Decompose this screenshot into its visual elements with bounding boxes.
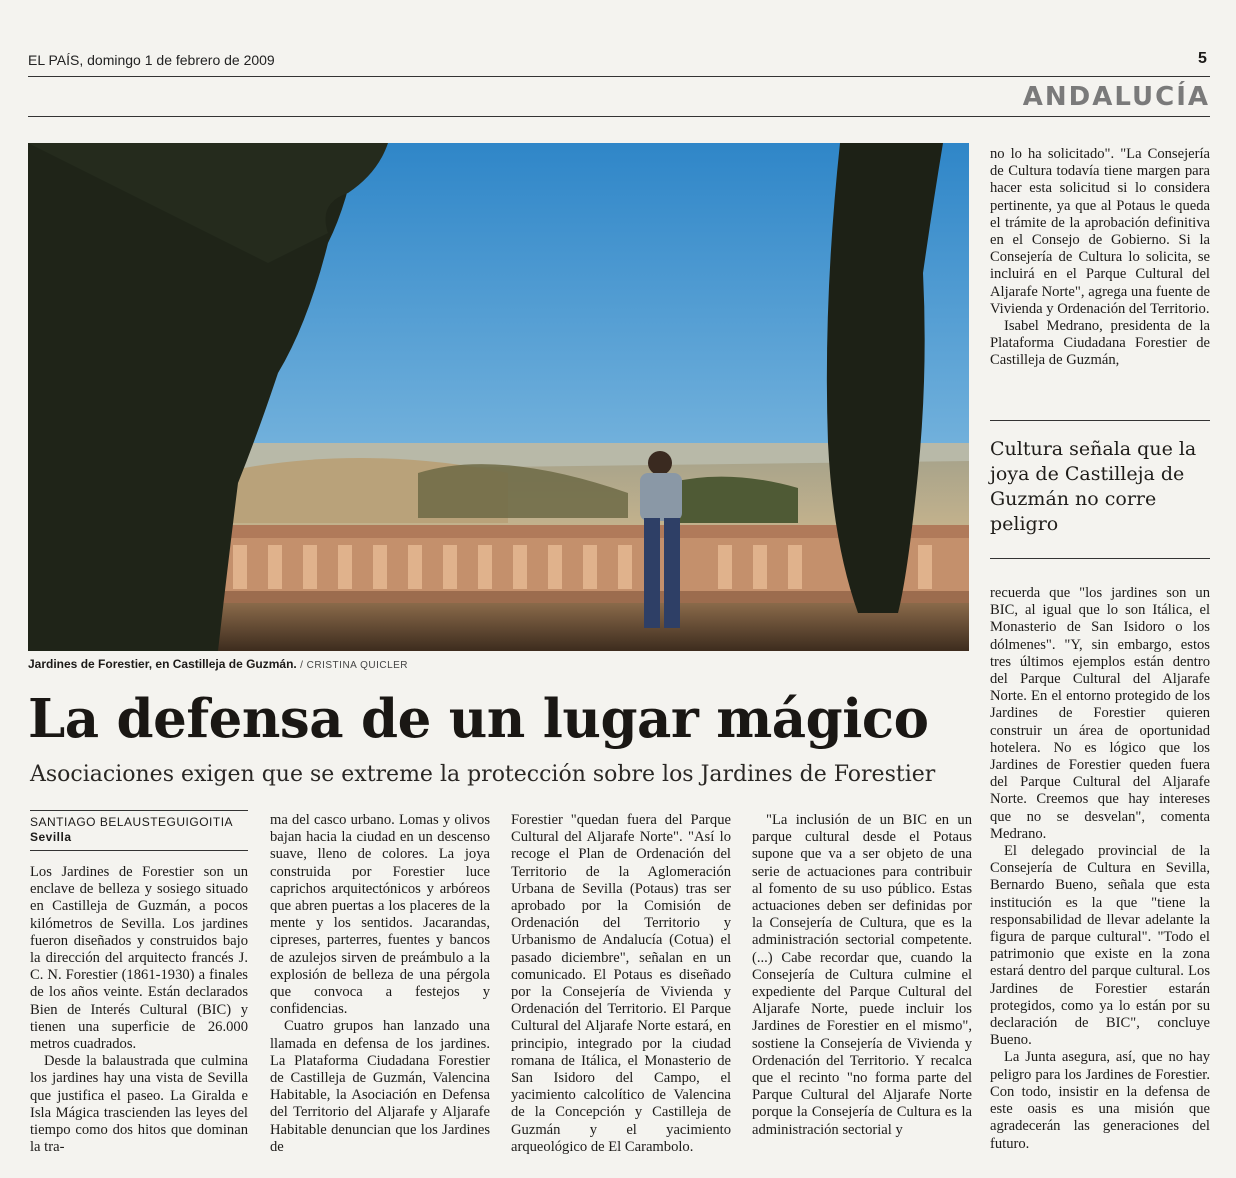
paragraph: Forestier "quedan fuera del Parque Cultural del Aljarafe Norte". "Así lo recoge el Plan de Ordenación del Territorio de la Aglomeración Urbana de Sevilla (Potaus) tras ser aprobado por la Comisión de Ordenación del Territorio y Urbanismo de Andalucía (Cotua) el pasado diciembre", señalan en un comunicado. El Potaus es diseñado por la Consejería de Vivienda y Ordenación del Territorio. El Parque Cultural del Aljarafe Norte estará, en principio, integrado por la ciudad romana de Itálica, el Monasterio de San Isidoro del Campo, el yacimiento calcolítico de Valencina de la Concepción y Castilleja de Guzmán y el yacimiento arqueológico de El Carambolo. <box>511 812 731 1155</box>
byline-rule-top <box>30 810 248 811</box>
paragraph: El delegado provincial de la Consejería de Cultura en Sevilla, Bernardo Bueno, señala que esta institución es la que "tiene la responsabilidad de llevar adelante la figura de parque cultural". "Todo el patrimonio que existe en la zona estará dentro del parque cultural. Los Jardines de Forestier estarán protegidos, como ya lo están por su declaración de BIC", concluye Bueno. <box>990 843 1210 1049</box>
section-rule <box>28 116 1210 117</box>
body-column-2 <box>270 812 490 1176</box>
page-number: 5 <box>1198 50 1207 67</box>
paragraph: Los Jardines de Forestier son un enclave de belleza y sosiego situado en Castilleja de Guzmán, a pocos kilómetros de Sevilla. Los jardines fueron diseñados y construidos bajo la dirección del arquitecto francés J. C. N. Forestier (1861-1930) a finales de los años veinte. Están declarados Bien de Interés Cultural (BIC) y tienen una superficie de 26.000 metros cuadrados. <box>30 864 248 1053</box>
pull-quote: Cultura señala que la joya de Castilleja de Guzmán no corre peligro <box>990 438 1197 535</box>
byline-rule-bottom <box>30 850 248 851</box>
body-column-1 <box>30 864 248 1176</box>
caption-text: Jardines de Forestier, en Castilleja de Guzmán. <box>28 657 297 671</box>
photo-caption <box>28 657 408 671</box>
paragraph: Cuatro grupos han lanzado una llamada en defensa de los jardines. La Plataforma Ciudadana Forestier de Castilleja de Guzmán, Valencina Habitable, la Asociación en Defensa del Territorio del Aljarafe y Aljarafe Habitable denuncian que los Jardines de <box>270 1018 490 1155</box>
article-subheadline: Asociaciones exigen que se extreme la protección sobre los Jardines de Forestier <box>30 762 936 787</box>
section-title: ANDALUCÍA <box>1022 82 1210 112</box>
pullquote-rule-top <box>990 420 1210 421</box>
paragraph: Desde la balaustrada que culmina los jardines hay una vista de Sevilla que justifica el paseo. La Giralda e Isla Mágica trascienden las leyes del tiempo como dos hitos que dominan la tra- <box>30 1053 248 1156</box>
body-column-4 <box>752 812 972 1176</box>
garden-view-illustration <box>28 143 969 651</box>
paragraph: ma del casco urbano. Lomas y olivos bajan hacia la ciudad en un descenso suave, lleno de colores. La joya construida por Forestier luce caprichos arquitectónicos y arbóreos que abren puertas a los placeres de la mente y los sentidos. Jacarandas, cipreses, parterres, fuentes y bancos de azulejos sirven de preámbulo a la explosión de belleza de una pérgola que convoca a festejos y confidencias. <box>270 812 490 1018</box>
paragraph: Isabel Medrano, presidenta de la Plataforma Ciudadana Forestier de Castilleja de Guzmán, <box>990 318 1210 369</box>
paragraph: no lo ha solicitado". "La Consejería de Cultura todavía tiene margen para hacer esta solicitud si lo considera pertinente, ya que al Potaus le queda el trámite de la aprobación definitiva en el Consejo de Gobierno. Si la Consejería de Cultura lo solicita, se incluirá en el Parque Cultural del Aljarafe Norte", agrega una fuente de Vivienda y Ordenación del Territorio. <box>990 146 1210 317</box>
dateline-location: Sevilla <box>30 830 72 844</box>
article-headline: La defensa de un lugar mágico <box>28 688 929 750</box>
photo-credit: / CRISTINA QUICLER <box>300 660 409 671</box>
article-photo <box>28 143 969 651</box>
author-name: SANTIAGO BELAUSTEGUIGOITIA <box>30 815 234 829</box>
publication-date: EL PAÍS, domingo 1 de febrero de 2009 <box>28 52 275 68</box>
byline <box>30 815 233 844</box>
paragraph: La Junta asegura, así, que no hay peligro para los Jardines de Forestier. Con todo, insistir en la defensa de este oasis es una misión que agradecerán las generaciones del futuro. <box>990 1049 1210 1152</box>
pullquote-rule-bottom <box>990 558 1210 559</box>
paragraph: "La inclusión de un BIC en un parque cultural desde el Potaus supone que va a ser objeto de una serie de actuaciones para contribuir al fomento de su uso público. Estas actuaciones deben ser definidas por la Consejería de Cultura, que es la administración sectorial competente. (...) Cabe recordar que, cuando la Consejería de Cultura culmine el expediente del Parque Cultural del Aljarafe Norte, puede incluir los Jardines de Forestier en el mismo", sostiene la Consejería de Vivienda y Ordenación del Territorio. Y recalca que el recinto "no forma parte del Parque Cultural del Aljarafe Norte porque la Consejería de Cultura es la administración sectorial y <box>752 812 972 1138</box>
body-column-5-top <box>990 146 1210 406</box>
paragraph: recuerda que "los jardines son un BIC, al igual que lo son Itálica, el Monasterio de San Isidoro o los dólmenes". "Y, sin embargo, estos tres últimos ejemplos están dentro del Parque Cultural del Aljarafe Norte. En el entorno protegido de los Jardines de Forestier quieren construir un área de oportunidad hotelera. No es lógico que los Jardines de Forestier queden fuera del Parque Cultural del Aljarafe Norte. Creemos que hay intereses que no se desvelan", comenta Medrano. <box>990 585 1210 842</box>
body-column-3 <box>511 812 731 1176</box>
body-column-5-bottom <box>990 585 1210 1176</box>
masthead-rule <box>28 76 1210 77</box>
